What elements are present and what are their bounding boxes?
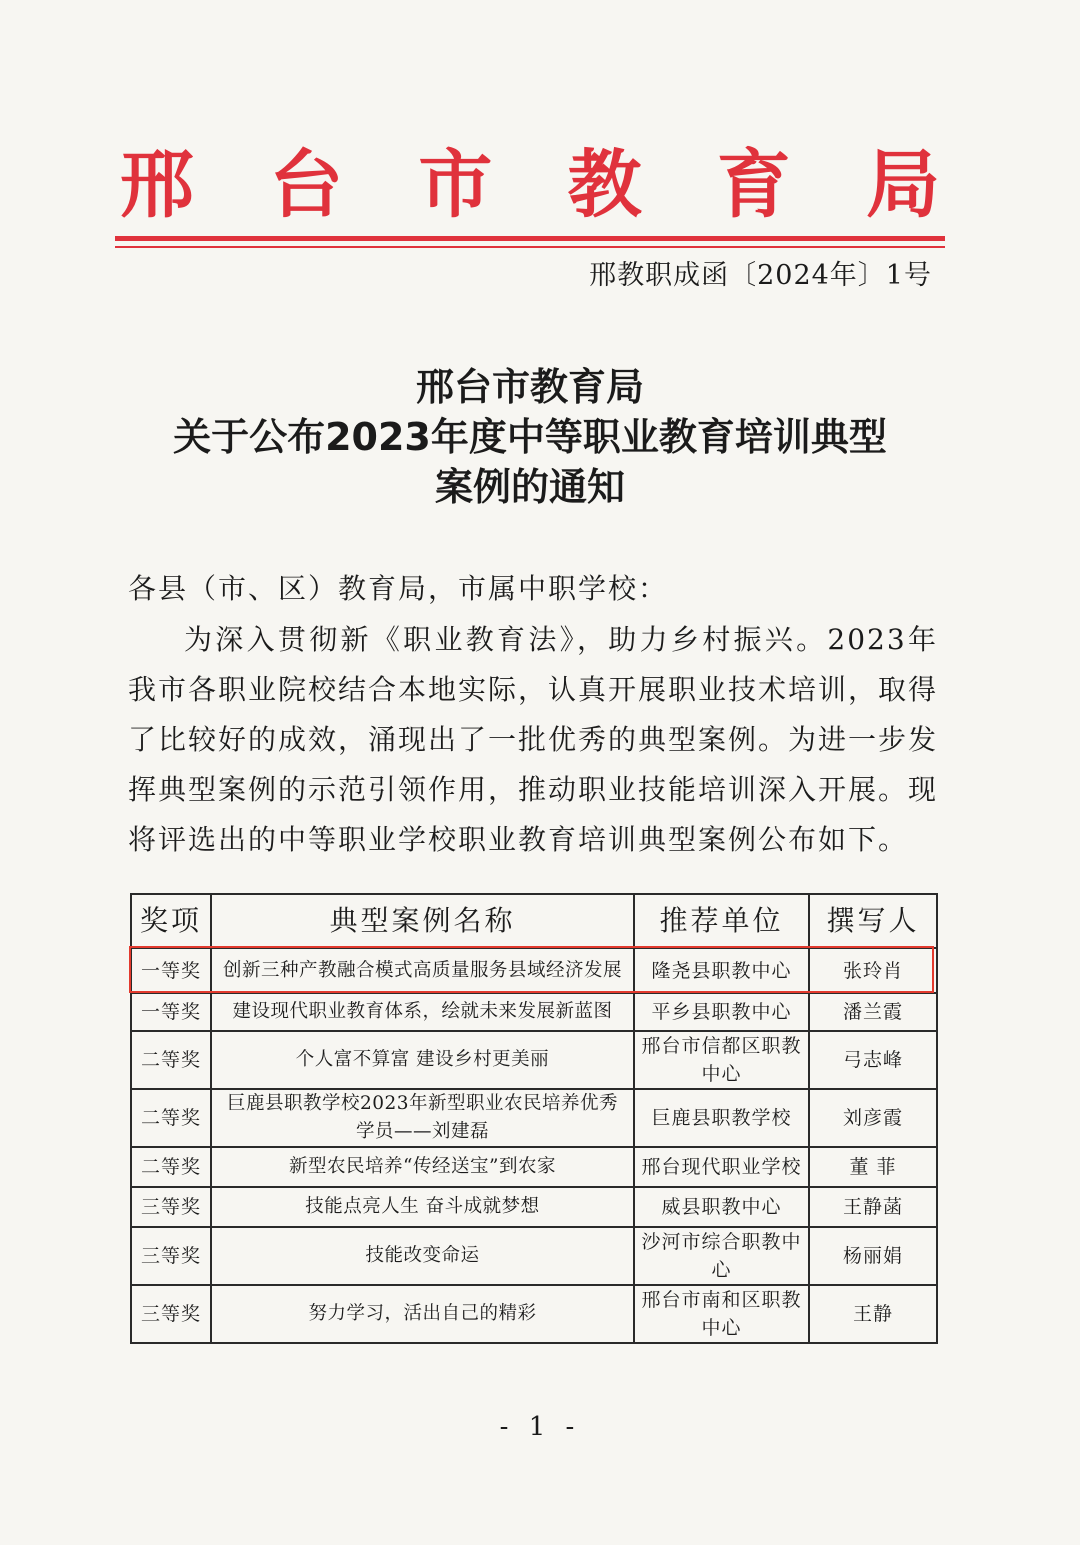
cell-award: 二等奖 <box>131 1031 211 1089</box>
letterhead-char: 育 <box>716 142 791 228</box>
cell-unit: 威县职教中心 <box>634 1187 809 1227</box>
salutation: 各县（市、区）教育局，市属中职学校： <box>128 572 669 605</box>
cell-unit: 邢台现代职业学校 <box>634 1147 809 1187</box>
page-number: - 1 - <box>499 1412 581 1442</box>
letterhead-char: 局 <box>865 142 940 228</box>
cell-case-name: 新型农民培养“传经送宝”到农家 <box>211 1147 634 1187</box>
cell-unit: 平乡县职教中心 <box>634 993 809 1031</box>
cell-unit: 邢台市信都区职教中心 <box>634 1031 809 1089</box>
cell-unit: 隆尧县职教中心 <box>634 948 809 993</box>
letterhead-char: 邢 <box>120 142 194 228</box>
cell-award: 一等奖 <box>131 948 211 993</box>
cell-case-name: 建设现代职业教育体系，绘就未来发展新蓝图 <box>211 993 634 1031</box>
table-header-row <box>131 894 937 948</box>
cell-award: 二等奖 <box>131 1147 211 1187</box>
cell-author: 董 菲 <box>809 1147 937 1187</box>
cell-author: 潘兰霞 <box>809 993 937 1031</box>
cell-case-name: 技能改变命运 <box>211 1227 634 1285</box>
cell-award: 三等奖 <box>131 1187 211 1227</box>
cell-unit: 巨鹿县职教学校 <box>634 1089 809 1147</box>
first-row-highlight-box <box>129 946 934 993</box>
cell-author: 王静 <box>809 1285 937 1343</box>
cell-case-name: 巨鹿县职教学校2023年新型职业农民培养优秀学员——刘建磊 <box>211 1089 634 1147</box>
cell-case-name: 努力学习，活出自己的精彩 <box>211 1285 634 1343</box>
cell-author: 弓志峰 <box>809 1031 937 1089</box>
table-row <box>131 1089 937 1147</box>
notice-title-line: 案例的通知 <box>434 465 625 509</box>
header-case-name: 典型案例名称 <box>211 894 634 948</box>
table-row <box>131 1187 937 1227</box>
table-row <box>131 1147 937 1187</box>
letterhead-title <box>120 140 940 230</box>
body-paragraph: 为深入贯彻新《职业教育法》，助力乡村振兴。2023年我市各职业院校结合本地实际，认真开展职业技术培训，取得了比较好的成效，涌现出了一批优秀的典型案例。为进一步发挥典型案例的示范引领作用，推动职业技能培训深入开展。现将评选出的中等职业学校职业教育培训典型案例公布如下。 <box>128 623 939 856</box>
table-row <box>131 1227 937 1285</box>
cell-case-name: 个人富不算富 建设乡村更美丽 <box>211 1031 634 1089</box>
letterhead-divider-thick <box>115 236 945 241</box>
letterhead-char: 市 <box>418 142 493 228</box>
cell-award: 三等奖 <box>131 1227 211 1285</box>
notice-title-line: 邢台市教育局 <box>415 365 644 409</box>
table-row <box>131 993 937 1031</box>
cell-award: 一等奖 <box>131 993 211 1031</box>
cell-case-name: 创新三种产教融合模式高质量服务县域经济发展 <box>211 948 634 993</box>
cell-author: 刘彦霞 <box>809 1089 937 1147</box>
document-number: 邢教职成函〔2024年〕1号 <box>589 260 932 291</box>
cell-unit: 沙河市综合职教中心 <box>634 1227 809 1285</box>
table-row <box>131 1031 937 1089</box>
notice-title <box>120 362 940 512</box>
letterhead-char: 教 <box>567 142 642 228</box>
cell-award: 二等奖 <box>131 1089 211 1147</box>
letterhead-char: 台 <box>269 142 344 228</box>
cell-author: 王静菡 <box>809 1187 937 1227</box>
cell-author: 杨丽娟 <box>809 1227 937 1285</box>
cell-unit: 邢台市南和区职教中心 <box>634 1285 809 1343</box>
cell-author: 张玲肖 <box>809 948 937 993</box>
header-award: 奖项 <box>131 894 211 948</box>
header-unit: 推荐单位 <box>634 894 809 948</box>
cell-award: 三等奖 <box>131 1285 211 1343</box>
cell-case-name: 技能点亮人生 奋斗成就梦想 <box>211 1187 634 1227</box>
table-row <box>131 1285 937 1343</box>
letterhead-divider-thin <box>115 246 945 248</box>
notice-title-line: 关于公布2023年度中等职业教育培训典型 <box>173 415 887 459</box>
header-author: 撰写人 <box>809 894 937 948</box>
